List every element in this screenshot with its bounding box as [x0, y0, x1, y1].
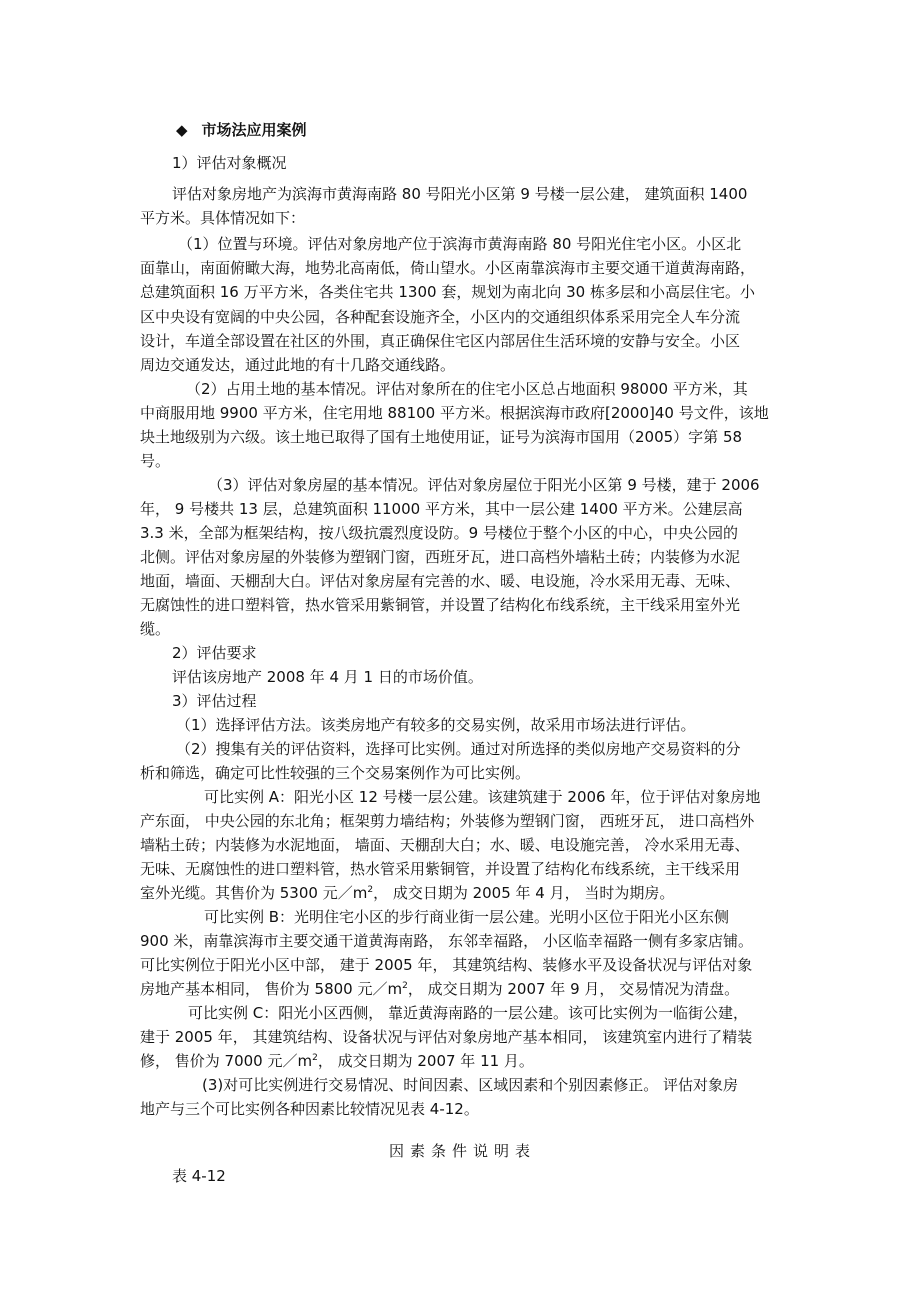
case-b-line-4: [140, 977, 739, 1001]
building-line-1: （3）评估对象房屋的基本情况。评估对象房屋位于阳光小区第 9 号楼，建于 2006: [208, 476, 760, 494]
case-c-price: 修， 售价为 7000 元／m: [140, 1052, 313, 1070]
section-heading: [176, 118, 307, 142]
case-a-date: ， 成交日期为 2005 年 4 月， 当时为期房。: [373, 884, 675, 902]
building-line-7: 缆。: [140, 620, 171, 638]
case-c-line-1: 可比实例 C：阳光小区西侧， 靠近黄海南路的一层公建。该可比实例为一临街公建，: [188, 1004, 749, 1022]
section-1-title: 1）评估对象概况: [172, 154, 287, 172]
case-c-line-3: [140, 1049, 534, 1073]
location-line-3: 总建筑面积 16 万平方米，各类住宅共 1300 套，规划为南北向 30 栋多层和小高层住宅。小: [140, 283, 755, 301]
building-line-5: 地面，墙面、天棚刮大白。评估对象房屋有完善的水、暖、电设施，冷水采用无毒、无味、: [140, 572, 741, 590]
case-a-line-3: 墙粘土砖；内装修为水泥地面， 墙面、天棚刮大白；水、暖、电设施完善， 冷水采用无毒、: [140, 836, 750, 854]
intro-line-2: 平方米。具体情况如下：: [140, 209, 306, 227]
land-line-1: （2）占用土地的基本情况。评估对象所在的住宅小区总占地面积 98000 平方米，其: [186, 380, 748, 398]
superscript-2: 2: [402, 981, 408, 991]
step-2-line-2: 析和筛选，确定可比性较强的三个交易案例作为可比实例。: [140, 764, 531, 782]
requirement-text: 评估该房地产 2008 年 4 月 1 日的市场价值。: [172, 668, 483, 686]
section-3-title: 3）评估过程: [172, 692, 257, 710]
building-line-6: 无腐蚀性的进口塑料管，热水管采用紫铜管，并设置了结构化布线系统，主干线采用室外光: [140, 596, 741, 614]
case-b-price: 房地产基本相同， 售价为 5800 元／m: [140, 980, 403, 998]
location-line-5: 设计，车道全部设置在社区的外围，真正确保住宅区内部居住生活环境的安静与安全。小区: [140, 332, 741, 350]
location-line-1: （1）位置与环境。评估对象房地产位于滨海市黄海南路 80 号阳光住宅小区。小区北: [178, 235, 742, 253]
case-a-line-4: 无味、无腐蚀性的进口塑料管，热水管采用紫铜管，并设置了结构化布线系统，主干线采用: [140, 860, 741, 878]
location-line-4: 区中央设有宽阔的中央公园，各种配套设施齐全，小区内的交通组织体系采用完全人车分流: [140, 308, 741, 326]
step-2-line-1: （2）搜集有关的评估资料，选择可比实例。通过对所选择的类似房地产交易资料的分: [176, 740, 741, 758]
step-3-line-1: (3)对可比实例进行交易情况、时间因素、区域因素和个别因素修正。 评估对象房: [202, 1076, 739, 1094]
step-1: （1）选择评估方法。该类房地产有较多的交易实例，故采用市场法进行评估。: [176, 716, 696, 734]
diamond-bullet-icon: ◆: [176, 121, 188, 139]
case-b-line-2: 900 米，南靠滨海市主要交通干道黄海南路， 东邻幸福路， 小区临幸福路一侧有多家店铺。: [140, 932, 753, 950]
land-line-2: 中商服用地 9900 平方米，住宅用地 88100 平方米。根据滨海市政府[2000]40 号文件，该地: [140, 404, 769, 422]
building-line-3: 3.3 米，全部为框架结构，按八级抗震烈度设防。9 号楼位于整个小区的中心，中央公园的: [140, 524, 738, 542]
intro-line-1: 评估对象房地产为滨海市黄海南路 80 号阳光小区第 9 号楼一层公建， 建筑面积 1400: [172, 185, 748, 203]
land-line-3: 块土地级别为六级。该土地已取得了国有土地使用证，证号为滨海市国用（2005）字第 58: [140, 428, 743, 446]
case-a-price: 室外光缆。其售价为 5300 元／m: [140, 884, 368, 902]
case-b-date: ， 成交日期为 2007 年 9 月， 交易情况为清盘。: [407, 980, 740, 998]
location-line-6: 周边交通发达，通过此地的有十几路交通线路。: [140, 356, 456, 374]
building-line-4: 北侧。评估对象房屋的外装修为塑钢门窗，西班牙瓦，进口高档外墙粘土砖；内装修为水泥: [140, 548, 741, 566]
table-caption: 因素条件说明表: [388, 1142, 536, 1160]
table-label: 表 4-12: [172, 1167, 226, 1185]
case-b-line-1: 可比实例 B：光明住宅小区的步行商业街一层公建。光明小区位于阳光小区东侧: [204, 908, 730, 926]
step-3-line-2: 地产与三个可比实例各种因素比较情况见表 4-12。: [140, 1100, 479, 1118]
case-a-line-2: 产东面， 中央公园的东北角；框架剪力墙结构；外装修为塑钢门窗， 西班牙瓦， 进口高档外: [140, 812, 755, 830]
building-line-2: 年， 9 号楼共 13 层，总建筑面积 11000 平方米，其中一层公建 1400 平方米。公建层高: [140, 500, 743, 518]
land-line-4: 号。: [140, 452, 171, 470]
location-line-2: 面靠山，南面俯瞰大海，地势北高南低，倚山望水。小区南靠滨海市主要交通干道黄海南路，: [140, 259, 756, 277]
heading-title: 市场法应用案例: [201, 121, 307, 139]
superscript-2: 2: [367, 885, 374, 895]
case-b-line-3: 可比实例位于阳光小区中部， 建于 2005 年， 其建筑结构、装修水平及设备状况与评估对象: [140, 956, 753, 974]
case-c-line-2: 建于 2005 年， 其建筑结构、设备状况与评估对象房地产基本相同， 该建筑室内进行了精装: [140, 1028, 753, 1046]
case-a-line-1: 可比实例 A：阳光小区 12 号楼一层公建。该建筑建于 2006 年，位于评估对象房地: [204, 788, 761, 806]
case-a-line-5: [140, 881, 674, 905]
section-2-title: 2）评估要求: [172, 644, 257, 662]
case-c-date: ， 成交日期为 2007 年 11 月。: [317, 1052, 534, 1070]
superscript-2: 2: [312, 1053, 318, 1063]
